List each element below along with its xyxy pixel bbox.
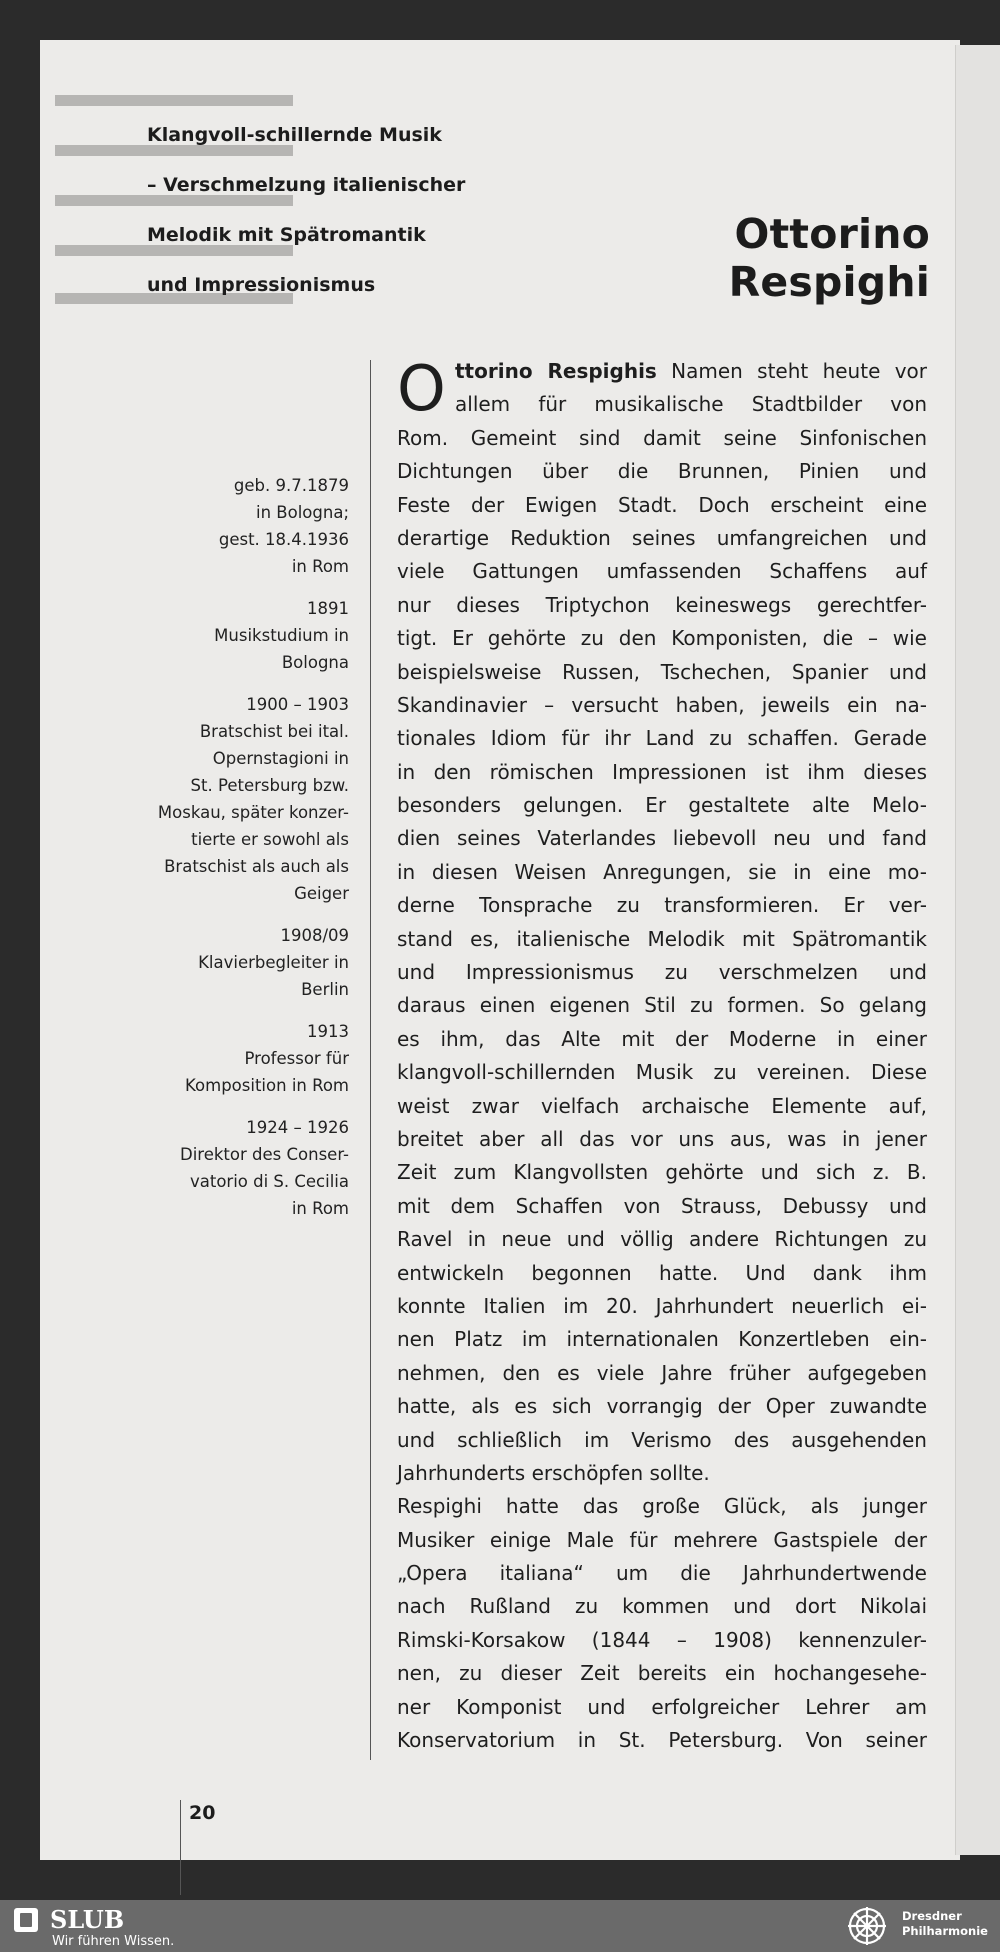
biography-sidebar	[140, 472, 349, 1237]
biography-line: in Rom	[291, 557, 349, 576]
tagline-line: – Verschmelzung italienischer	[147, 174, 466, 196]
article-line: entwickeln begonnen hatte. Und dank ihm	[397, 1260, 927, 1285]
article-line: nehmen, den es viele Jahre früher aufgegeben	[397, 1360, 927, 1385]
article-line: allem für musikalische Stadtbilder von	[455, 392, 927, 417]
biography-line: Bratschist bei ital.	[199, 722, 349, 741]
tagline-line: Melodik mit Spätromantik	[147, 224, 426, 246]
partner-name	[902, 1909, 988, 1939]
article-lead: ttorino Respighis	[455, 359, 657, 383]
article-line: stand es, italienische Melodik mit Spätromantik	[397, 926, 927, 951]
article-line: Respighi hatte das große Glück, als junger	[397, 1494, 927, 1519]
decorative-stripe	[55, 95, 293, 106]
biography-line: Musikstudium in	[214, 626, 349, 645]
biography-line: Bologna	[281, 653, 349, 672]
footer-divider	[180, 1800, 181, 1895]
biography-line: 1900 – 1903	[246, 695, 349, 714]
next-page-edge	[955, 45, 1000, 1855]
biography-line: 1913	[307, 1022, 349, 1041]
page-title: Ottorino Respighi	[728, 210, 930, 306]
partner-name-line: Dresdner	[902, 1909, 962, 1923]
biography-line: 1908/09	[280, 926, 349, 945]
article-line: mit dem Schaffen von Strauss, Debussy und	[397, 1193, 927, 1218]
biography-line: 1891	[307, 599, 349, 618]
article-line: und Impressionismus zu verschmelzen und	[397, 960, 927, 985]
article-line: derartige Reduktion seines umfangreichen und	[397, 525, 927, 550]
article-line: breitet aber all das vor uns aus, was in jener	[397, 1126, 927, 1151]
biography-line: Klavierbegleiter in	[198, 953, 349, 972]
article-line: tigt. Er gehörte zu den Komponisten, die – wie	[397, 626, 927, 651]
article-line	[397, 355, 927, 388]
article-line: in diesen Weisen Anregungen, sie in eine mo-	[397, 859, 927, 884]
article-line: Konservatorium in St. Petersburg. Von seiner	[397, 1728, 927, 1753]
biography-line: vatorio di S. Cecilia	[189, 1172, 349, 1191]
biography-line: in Bologna;	[256, 503, 349, 522]
tagline	[147, 110, 477, 310]
biography-entry	[140, 922, 349, 1003]
column-divider	[370, 360, 371, 1760]
article-line: nen Platz im internationalen Konzertleben ein-	[397, 1327, 927, 1352]
biography-line: Berlin	[301, 980, 349, 999]
biography-line: Professor für	[244, 1049, 349, 1068]
article-line: nur dieses Triptychon keineswegs gerechtfer-	[397, 592, 927, 617]
article-line: Skandinavier – versucht haben, jeweils ein na-	[397, 692, 927, 717]
article-line: „Opera italiana“ um die Jahrhundertwende	[397, 1561, 927, 1586]
article-line: beispielsweise Russen, Tschechen, Spanier und	[397, 659, 927, 684]
partner-name-line: Philharmonie	[902, 1924, 988, 1938]
drop-cap: O	[397, 352, 446, 425]
biography-line: Komposition in Rom	[185, 1076, 349, 1095]
article-line: viele Gattungen umfassenden Schaffens auf	[397, 559, 927, 584]
article-line: Dichtungen über die Brunnen, Pinien und	[397, 459, 927, 484]
article-line: konnte Italien im 20. Jahrhundert neuerlich ei-	[397, 1293, 927, 1318]
biography-entry	[140, 472, 349, 580]
biography-entry	[140, 1114, 349, 1222]
article-line: und schließlich im Verismo des ausgehenden	[397, 1427, 927, 1452]
philharmonie-logo-icon[interactable]	[840, 1904, 894, 1948]
library-name[interactable]: SLUB	[50, 1905, 125, 1934]
slub-logo-icon[interactable]	[14, 1908, 38, 1932]
biography-entry	[140, 595, 349, 676]
article-line: Musiker einige Male für mehrere Gastspiele der	[397, 1527, 927, 1552]
document-page	[40, 40, 960, 1860]
article-body	[397, 352, 927, 1757]
article-line: Rom. Gemeint sind damit seine Sinfonischen	[397, 425, 927, 450]
biography-line: Opernstagioni in	[212, 749, 349, 768]
article-line: hatte, als es sich vorrangig der Oper zuwandte	[397, 1394, 927, 1419]
biography-line: geb. 9.7.1879	[233, 476, 349, 495]
biography-line: tierte er sowohl als	[191, 830, 349, 849]
article-line: weist zwar vielfach archaische Elemente auf,	[397, 1093, 927, 1118]
article-line: Feste der Ewigen Stadt. Doch erscheint eine	[397, 492, 927, 517]
article-line: Zeit zum Klangvollsten gehörte und sich z. B.	[397, 1160, 927, 1185]
article-line: nen, zu dieser Zeit bereits ein hochangesehe-	[397, 1661, 927, 1686]
tagline-line: Klangvoll-schillernde Musik	[147, 124, 442, 146]
article-line: nach Rußland zu kommen und dort Nikolai	[397, 1594, 927, 1619]
article-line: derne Tonsprache zu transformieren. Er ver-	[397, 893, 927, 918]
biography-line: gest. 18.4.1936	[218, 530, 349, 549]
biography-line: St. Petersburg bzw.	[190, 776, 349, 795]
biography-line: Direktor des Conser-	[180, 1145, 349, 1164]
article-line: klangvoll-schillernden Musik zu vereinen. Diese	[397, 1060, 927, 1085]
article-line: tionales Idiom für ihr Land zu schaffen. Gerade	[397, 726, 927, 751]
biography-line: Bratschist als auch als	[164, 857, 349, 876]
article-line: in den römischen Impressionen ist ihm dieses	[397, 759, 927, 784]
biography-line: Moskau, später konzer-	[157, 803, 349, 822]
tagline-line: und Impressionismus	[147, 274, 376, 296]
article-line: es ihm, das Alte mit der Moderne in einer	[397, 1026, 927, 1051]
article-line: besonders gelungen. Er gestaltete alte Melo-	[397, 793, 927, 818]
article-line: ner Komponist und erfolgreicher Lehrer am	[397, 1694, 927, 1719]
article-first-line-rest: Namen steht heute vor	[656, 359, 927, 383]
viewer-footer-bar	[0, 1900, 1000, 1952]
article-line: Rimski-Korsakow (1844 – 1908) kennenzuler-	[397, 1627, 927, 1652]
page-number: 20	[189, 1802, 216, 1824]
biography-line: Geiger	[294, 884, 349, 903]
library-slogan: Wir führen Wissen.	[52, 1934, 175, 1949]
biography-entry	[140, 691, 349, 907]
biography-line: 1924 – 1926	[246, 1118, 349, 1137]
article-line: Ravel in neue und völlig andere Richtungen zu	[397, 1227, 927, 1252]
article-line: dien seines Vaterlandes liebevoll neu und fand	[397, 826, 927, 851]
biography-line: in Rom	[291, 1199, 349, 1218]
article-line: Jahrhunderts erschöpfen sollte.	[397, 1460, 710, 1485]
article-line: daraus einen eigenen Stil zu formen. So gelang	[397, 993, 927, 1018]
biography-entry	[140, 1018, 349, 1099]
